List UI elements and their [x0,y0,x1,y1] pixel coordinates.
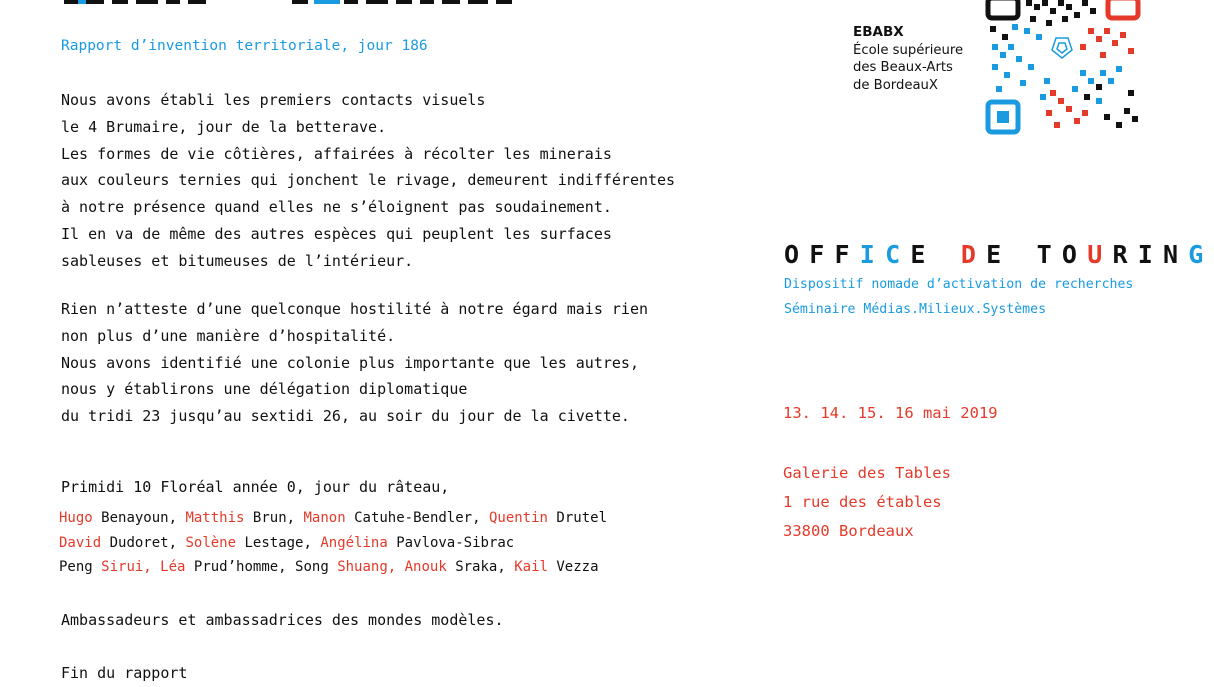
text-line: Nous avons établi les premiers contacts visuels [61,91,486,109]
last-name: Brun, [252,510,296,526]
last-name: Vezza [556,559,599,576]
report-subtitle: Rapport d’invention territoriale, jour 186 [61,38,428,54]
first-name: Shuang, Anouk [337,559,447,576]
first-name: Sirui, Léa [101,559,186,576]
name-prefix: Peng [59,559,93,576]
venue-line: 33800 Bordeaux [783,522,914,540]
first-name: Matthis [185,510,245,526]
first-name: Quentin [488,510,548,526]
school-name-line: École supérieure [853,43,964,59]
office-subtitle: Séminaire Médias.Milieux.Systèmes [784,302,1047,317]
text-line: sableuses et bitumeuses de l’intérieur. [61,251,414,270]
school-abbreviation: EBABX [853,24,904,40]
event-dates: 13. 14. 15. 16 mai 2019 [783,404,998,422]
report-ambassadors: Ambassadeurs et ambassadrices des mondes modèles. [61,611,504,629]
last-name: Lestage, [244,534,312,551]
report-signoff: Primidi 10 Floréal année 0, jour du râteau, [61,478,450,496]
names-line [59,531,607,556]
first-name: Solène [185,534,237,551]
report-paragraph-2 [61,296,648,430]
school-logo-text [853,24,963,94]
text-line: du tridi 23 jusqu’au sextidi 26, au soir du jour de la civette. [61,407,630,426]
first-name: Hugo [59,510,93,526]
first-name: Angélina [320,534,388,551]
first-name: David [59,534,102,551]
report-end: Fin du rapport [61,664,188,682]
last-name: Benayoun, [101,510,178,526]
last-name: Sraka, [455,559,506,576]
text-line: aux couleurs ternies qui jonchent le rivage, demeurent indifférentes [61,171,676,190]
text-line: non plus d’une manière d’hospitalité. [61,326,396,345]
school-name-line: des Beaux-Arts [853,60,953,76]
text-line: Rien n’atteste d’une quelconque hostilité à notre égard mais rien [61,300,648,318]
text-line: Nous avons identifié une colonie plus importante que les autres, [61,353,639,372]
last-name: Drutel [556,510,607,526]
text-line: le 4 Brumaire, jour de la betterave. [61,117,387,136]
first-name: Manon [303,510,346,526]
names-line [59,506,607,531]
last-name: Prud’homme, Song [193,559,329,576]
office-title-text: OFFICE DE TOURING [784,240,1214,269]
last-name: Pavlova-Sibrac [396,534,515,551]
text-line: Les formes de vie côtières, affairées à récolter les minerais [61,144,612,163]
last-name: Catuhe-Bendler, [354,510,481,526]
office-subtitle: Dispositif nomade d’activation de recherches [784,277,1134,292]
first-name: Kail [514,559,548,576]
text-line: nous y établirons une délégation diplomatique [61,380,468,399]
author-names [59,506,607,580]
text-line: Il en va de même des autres espèces qui peuplent les surfaces [61,224,612,243]
venue-line: Galerie des Tables [783,464,951,482]
school-name-line: de BordeauX [853,77,938,93]
event-venue [783,459,951,546]
report-paragraph-1 [61,87,675,275]
cropped-title-graphic [60,0,520,8]
last-name: Dudoret, [109,534,178,551]
names-line [59,555,607,580]
text-line: à notre présence quand elles ne s’éloignent pas soudainement. [61,198,612,217]
office-title [784,240,1214,269]
venue-line: 1 rue des étables [783,493,942,511]
qr-code-icon [984,0,1144,139]
